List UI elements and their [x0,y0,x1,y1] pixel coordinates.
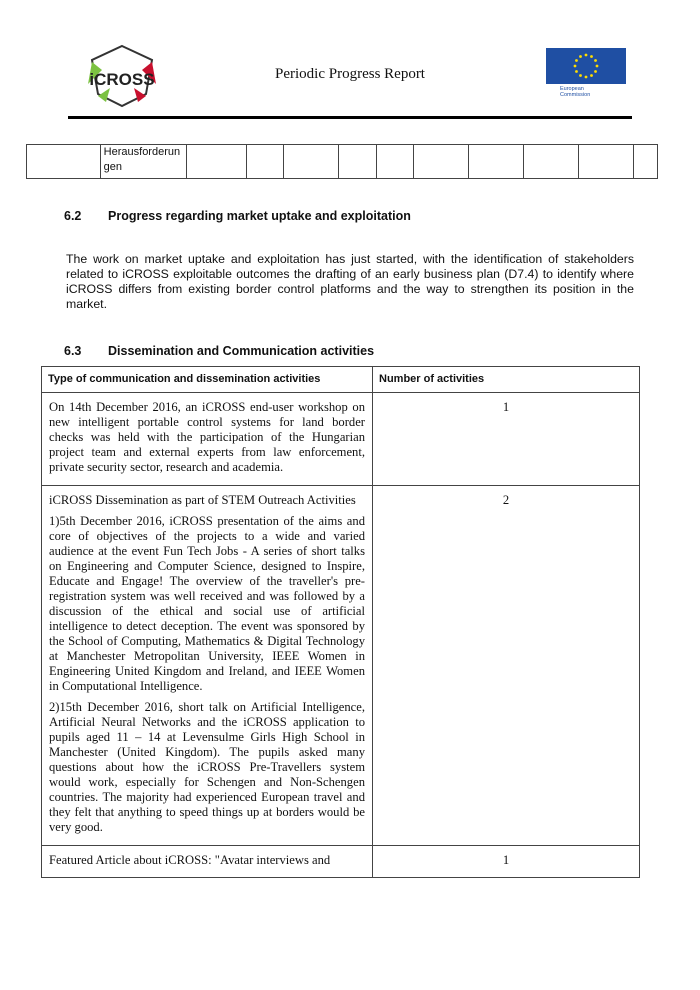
eu-star-icon [575,70,578,73]
section-title: Progress regarding market uptake and exploitation [108,209,411,223]
section-number: 6.3 [64,344,82,358]
eu-commission-logo [546,48,626,104]
eu-star-icon [590,74,593,77]
table-cell [634,145,658,179]
page-header [0,0,700,120]
table-row [42,846,640,878]
table-cell [469,145,524,179]
table-cell [186,145,246,179]
section-body: The work on market uptake and exploitation has just started, with the identification of stakeholders related to iCROSS exploitable outcomes the drafting of an early business plan (D7.4) to identify where iCROSS differs from existing border control platforms and the way to strengthen its position in the market. [66,252,634,311]
eu-star-icon [594,70,597,73]
activity-count: 2 [373,486,640,846]
eu-star-icon [585,76,588,79]
eu-star-icon [594,59,597,62]
eu-caption-line1: European [560,86,584,92]
activity-paragraph: Featured Article about iCROSS: "Avatar interviews and [49,853,331,867]
table-cell [246,145,283,179]
eu-star-icon [585,54,588,57]
section-number: 6.2 [64,209,82,223]
activity-paragraph: 2)15th December 2016, short talk on Artificial Intelligence, Artificial Neural Networks and the iCROSS application to pupils aged 11 – 14 at Levensulme Girls High School in Manchester (United Kingdom). The pupils asked many questions about how the iCROSS Pre-Travellers system would work, especially for Schengen and Non-Schengen countries. The majority had experienced European travel and they felt that anything to speed things up at borders would be very good. [49,700,365,834]
table-cell [27,145,101,179]
table-cell [284,145,339,179]
eu-star-icon [579,74,582,77]
eu-star-icon [590,55,593,58]
table-cell [339,145,376,179]
activity-paragraph: On 14th December 2016, an iCROSS end-user workshop on new intelligent portable control systems for land border checks was held with the participation of the Hungarian project team and external experts from law enforcement, private security sector, research and academia. [49,400,365,474]
activity-description [42,846,373,878]
column-header-count: Number of activities [373,367,640,393]
table-row [27,145,658,179]
page-title: Periodic Progress Report [275,66,425,82]
table-cell [524,145,579,179]
section-title: Dissemination and Communication activities [108,344,375,358]
column-header-type: Type of communication and dissemination activities [42,367,373,393]
header-divider [68,116,632,119]
table-row [42,393,640,486]
eu-caption-line2: Commission [560,92,591,98]
activities-table [41,366,640,878]
table-cell [414,145,469,179]
table-cell [579,145,634,179]
eu-star-icon [596,65,599,68]
eu-star-icon [574,65,577,68]
section-heading-6-3 [64,344,374,358]
logo-text: iCROSS [89,70,155,89]
activity-count: 1 [373,846,640,878]
activity-description [42,393,373,486]
eu-star-icon [579,55,582,58]
table-header-row [42,367,640,393]
table-cell-label: Herausforderungen [100,145,186,179]
eu-flag-icon [546,48,626,84]
table-row [42,486,640,846]
previous-table-fragment [26,144,658,179]
section-heading-6-2 [64,209,411,223]
activity-paragraph: 1)5th December 2016, iCROSS presentation of the aims and core of objectives of the projects to a wide and varied audience at the event Fun Tech Jobs - A series of short talks on Engineering and Computer Science, designed to Inspire, Educate and Engage! The overview of the traveller's pre-registration system was well received and was followed by a discussion of the ethical and social use of artificial intelligence to detect deception. The event was sponsored by the School of Computing, Mathematics & Digital Technology at Manchester Metropolitan University, IEEE Women in Engineering United Kingdom and Ireland, and IEEE Women in Computational Intelligence. [49,514,365,693]
table-cell [376,145,413,179]
activity-description [42,486,373,846]
activity-paragraph: iCROSS Dissemination as part of STEM Outreach Activities [49,493,356,507]
activity-count: 1 [373,393,640,486]
eu-star-icon [575,59,578,62]
